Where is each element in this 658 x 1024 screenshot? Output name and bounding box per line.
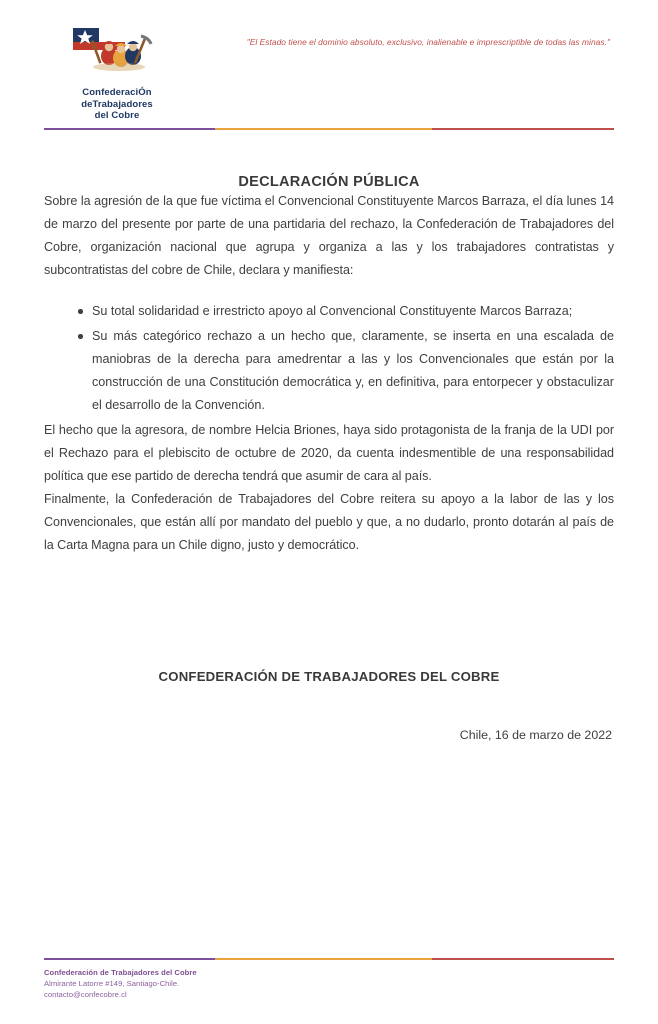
footer-address: Almirante Latorre #149, Santiago-Chile. — [44, 979, 180, 988]
signature-organization: CONFEDERACIÓN DE TRABAJADORES DEL COBRE — [158, 669, 500, 684]
logo-caption-line2: del Cobre — [94, 110, 140, 121]
logo-caption-line1: ConfederaciÓn deTrabajadores — [81, 87, 153, 110]
page-title: DECLARACIÓN PÚBLICA — [238, 174, 420, 190]
paragraph-1: Sobre la agresión de la que fue víctima el Convencional Constituyente Marcos Barraza, el día lunes 14 de marzo del presente por parte de una partidaria del rechazo, la Confederación de Trabajadores del Cobre, organización nacional que agrupa y organiza a las y los trabajadores contratistas y subcontratistas del cobre de Chile, declara y manifiesta: — [44, 194, 614, 277]
paragraph-2: El hecho que la agresora, de nombre Helcia Briones, haya sido protagonista de la franja de la UDI por el Rechazo para el plebiscito de octubre de 2020, da cuenta indesmentible de una responsabilidad política que ese partido de derecha tendrá que asumir de cara al país. — [44, 423, 614, 483]
divider-segment-red — [432, 128, 614, 130]
logo-illustration-icon — [65, 22, 169, 84]
paragraph-3: Finalmente, la Confederación de Trabajadores del Cobre reitera su apoyo a la labor de las y los Convencionales, que están allí por mandato del pueblo y que, a no dudarlo, pronto dotarán al país de la Carta Magna para un Chile digno, justo y democrático. — [44, 492, 614, 552]
footer-contact-info — [44, 967, 614, 1000]
organization-logo — [58, 22, 176, 122]
footer-org-name: Confederación de Trabajadores del Cobre — [44, 968, 197, 977]
date-line: Chile, 16 de marzo de 2022 — [459, 728, 612, 742]
footer-divider-segment-orange — [215, 958, 432, 960]
logo-caption — [58, 87, 176, 122]
footer-divider — [44, 958, 614, 960]
divider-segment-orange — [215, 128, 432, 130]
footer-divider-segment-purple — [44, 958, 215, 960]
list-item: Su total solidaridad e irrestricto apoyo al Convencional Constituyente Marcos Barraza; — [78, 300, 614, 323]
divider-segment-purple — [44, 128, 215, 130]
footer-email[interactable]: contacto@confecobre.cl — [44, 990, 127, 999]
document-footer — [0, 958, 658, 1000]
header-divider — [44, 128, 614, 130]
document-body — [0, 174, 658, 742]
bullet-list — [44, 300, 614, 417]
footer-divider-segment-red — [432, 958, 614, 960]
list-item: Su más categórico rechazo a un hecho que, claramente, se inserta en una escalada de maniobras de la derecha para amedrentar a las y los Convencionales que están por la construcción de una Constitución democrática y, en definitiva, para entorpecer y obstaculizar el desarrollo de la Convención. — [78, 325, 614, 417]
header-quote: "El Estado tiene el dominio absoluto, exclusivo, inalienable e imprescriptible de todas las minas." — [246, 37, 610, 47]
document-header — [0, 0, 658, 120]
